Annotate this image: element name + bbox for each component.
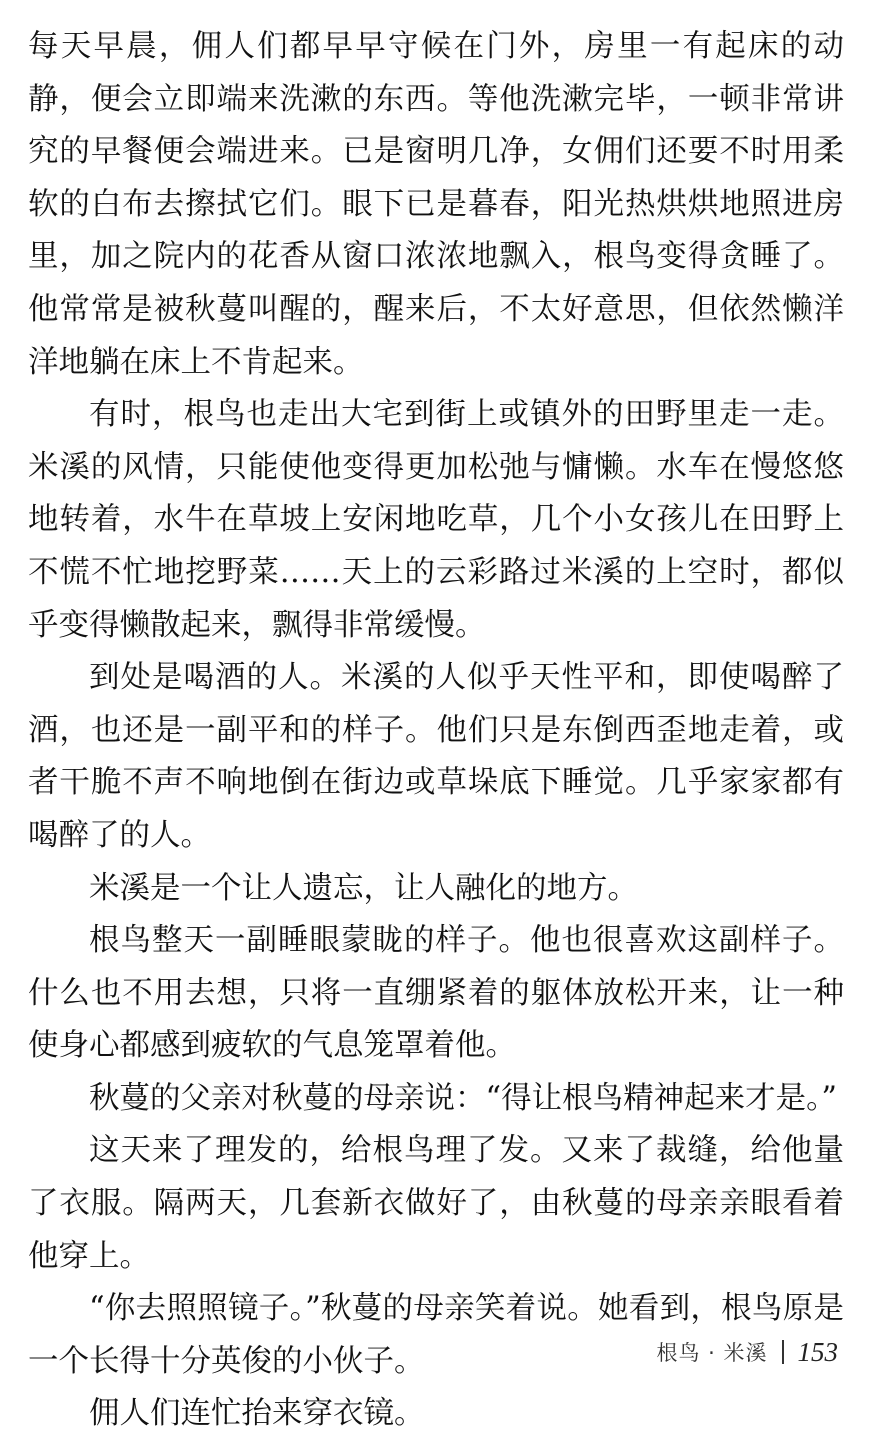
paragraph: 这天来了理发的，给根鸟理了发。又来了裁缝，给他量了衣服。隔两天，几套新衣做好了，由秋蔓的母亲亲眼看着他穿上。 [28, 1133, 844, 1274]
running-head: 根鸟 · 米溪 [656, 1341, 768, 1365]
paragraph: “你去照照镜子。”秋蔓的母亲笑着说。她看到，根鸟原是一个长得十分英俊的小伙子。 [28, 1291, 844, 1379]
paragraph: 米溪是一个让人遗忘，让人融化的地方。 [89, 870, 638, 906]
body-text [28, 21, 844, 1441]
footer-divider [782, 1340, 784, 1364]
paragraph: 秋蔓的父亲对秋蔓的母亲说：“得让根鸟精神起来才是。” [89, 1080, 837, 1116]
paragraph: 每天早晨，佣人们都早早守候在门外，房里一有起床的动静，便会立即端来洗漱的东西。等他洗漱完毕，一顿非常讲究的早餐便会端进来。已是窗明几净，女佣们还要不时用柔软的白布去擦拭它们。眼下已是暮春，阳光热烘烘地照进房里，加之院内的花香从窗口浓浓地飘入，根鸟变得贪睡了。他常常是被秋蔓叫醒的，醒来后，不太好意思，但依然懒洋洋地躺在床上不肯起来。 [28, 29, 844, 380]
page-footer [656, 1332, 838, 1372]
paragraph: 佣人们连忙抬来穿衣镜。 [89, 1396, 425, 1432]
paragraph: 根鸟整天一副睡眼蒙眬的样子。他也很喜欢这副样子。什么也不用去想，只将一直绷紧着的躯体放松开来，让一种使身心都感到疲软的气息笼罩着他。 [28, 923, 844, 1064]
page-number: 153 [797, 1336, 838, 1367]
paragraph: 有时，根鸟也走出大宅到街上或镇外的田野里走一走。米溪的风情，只能使他变得更加松弛与慵懒。水车在慢悠悠地转着，水牛在草坡上安闲地吃草，几个小女孩儿在田野上不慌不忙地挖野菜……天上的云彩路过米溪的上空时，都似乎变得懒散起来，飘得非常缓慢。 [28, 397, 844, 643]
paragraph: 到处是喝酒的人。米溪的人似乎天性平和，即使喝醉了酒，也还是一副平和的样子。他们只是东倒西歪地走着，或者干脆不声不响地倒在街边或草垛底下睡觉。几乎家家都有喝醉了的人。 [28, 660, 844, 853]
